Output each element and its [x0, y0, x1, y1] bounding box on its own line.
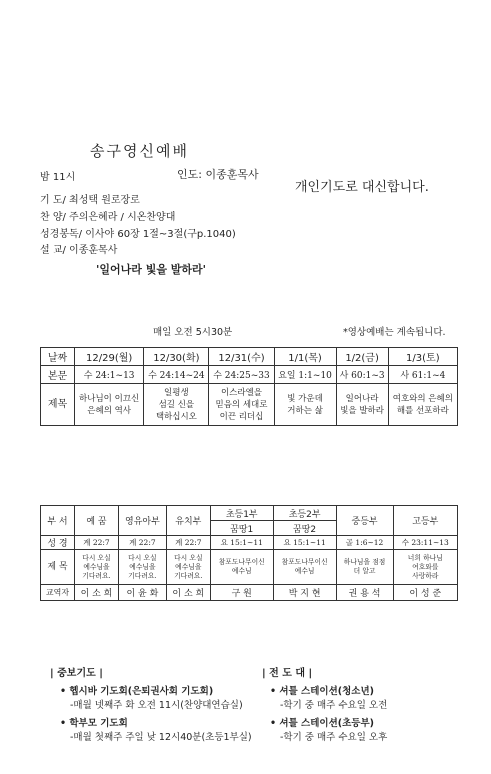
topic-cell: 하나님을 점점 더 알고 [336, 550, 393, 585]
date-cell: 1/2(금) [336, 348, 388, 366]
topic-row [41, 384, 458, 426]
dept-cell: 꿈땅1 [210, 521, 273, 536]
prayer-item-title: • 헵시바 기도회(은퇴권사회 기도회) [60, 686, 214, 697]
row-label: 제목 [41, 384, 75, 426]
row-label: 제 목 [41, 550, 75, 585]
date-cell: 12/31(수) [209, 348, 274, 366]
scripture-cell: 사 61:1~4 [388, 366, 457, 384]
topic-cell: 빛 가운데 거하는 삶 [274, 384, 336, 426]
scripture-cell: 요 15:1~11 [273, 536, 336, 550]
scripture-cell: 계 22:7 [166, 536, 210, 550]
row-label: 성 경 [41, 536, 75, 550]
pastor-cell: 이 소 희 [75, 585, 119, 601]
scripture-cell: 요 15:1~11 [210, 536, 273, 550]
prayer-item-detail: -매월 첫째주 주일 낮 12시40분(초등1부실) [70, 732, 252, 743]
topic-cell: 참포도나무이신 예수님 [210, 550, 273, 585]
pastor-cell: 이 윤 화 [118, 585, 166, 601]
pastor-cell: 박 지 현 [273, 585, 336, 601]
pastor-cell: 구 원 [210, 585, 273, 601]
group-cell: 초등1부 [210, 506, 273, 521]
row-label: 날짜 [41, 348, 75, 366]
topic-cell: 여호와의 은혜의 해를 선포하라 [388, 384, 457, 426]
scripture-row [41, 536, 458, 550]
row-label: 부 서 [41, 506, 75, 536]
dept-cell: 고등부 [393, 506, 457, 536]
evangelism-item-title: • 셔틀 스테이션(초등부) [270, 718, 374, 729]
order-item: 찬 양/ 주의은혜라 / 시온찬양대 [40, 212, 176, 223]
scripture-cell: 사 60:1~3 [336, 366, 388, 384]
notice: 개인기도로 대신합니다. [295, 180, 429, 195]
date-row [41, 348, 458, 366]
prayer-heading: | 중보기도 | [50, 668, 103, 679]
dept-cell: 영유아부 [118, 506, 166, 536]
evangelism-heading: | 전 도 대 | [262, 668, 313, 679]
pastor-cell: 이 소 희 [166, 585, 210, 601]
dept-cell: 꿈땅2 [273, 521, 336, 536]
scripture-cell: 요일 1:1~10 [274, 366, 336, 384]
scripture-cell: 계 22:7 [118, 536, 166, 550]
topic-cell: 다시 오실 예수님을 기다려요. [118, 550, 166, 585]
scripture-cell: 수 24:14~24 [144, 366, 209, 384]
order-item: 설 교/ 이종훈목사 [40, 245, 118, 256]
topic-cell: 너희 하나님 여호와를 사랑하라 [393, 550, 457, 585]
dawn-table [40, 347, 458, 426]
topic-cell: 일어나라 빛을 발하라 [336, 384, 388, 426]
order-item: 성경봉독/ 이사야 60장 1절~3절(구p.1040) [40, 229, 236, 240]
evangelism-item-detail: -학기 중 매주 수요일 오후 [280, 732, 388, 743]
scripture-cell: 수 24:25~33 [209, 366, 274, 384]
date-cell: 12/29(월) [75, 348, 144, 366]
scripture-cell: 골 1:6~12 [336, 536, 393, 550]
scripture-cell: 수 24:1~13 [75, 366, 144, 384]
topic-cell: 일평생 섬길 신을 택하십시오 [144, 384, 209, 426]
date-cell: 1/3(토) [388, 348, 457, 366]
school-table [40, 505, 458, 601]
scripture-row [41, 366, 458, 384]
topic-cell: 하나님이 이끄신 은혜의 역사 [75, 384, 144, 426]
dept-cell: 유치부 [166, 506, 210, 536]
date-cell: 1/1(목) [274, 348, 336, 366]
row-label: 본문 [41, 366, 75, 384]
prayer-item-title: • 학부모 기도회 [60, 718, 128, 729]
topic-row [41, 550, 458, 585]
leader: 인도: 이종훈목사 [177, 168, 259, 181]
scripture-cell: 수 23:11~13 [393, 536, 457, 550]
dept-cell: 예 꿈 [75, 506, 119, 536]
service-time: 밤 11시 [40, 172, 76, 183]
evangelism-item-detail: -학기 중 매주 수요일 오전 [280, 700, 388, 711]
page-title: 송구영신예배 [90, 142, 189, 160]
order-item: 기 도/ 최성택 원로장로 [40, 195, 140, 206]
dept-row [41, 506, 458, 521]
topic-cell: 다시 오실 예수님을 기다려요. [166, 550, 210, 585]
dept-cell: 중등부 [336, 506, 393, 536]
sermon-title: '일어나라 빛을 발하라' [96, 263, 207, 276]
group-cell: 초등2부 [273, 506, 336, 521]
pastor-cell: 이 성 준 [393, 585, 457, 601]
prayer-item-detail: -매월 넷째주 화 오전 11시(찬양대연습실) [70, 700, 243, 711]
pastor-row [41, 585, 458, 601]
dawn-note: *영상예배는 계속됩니다. [343, 327, 446, 338]
date-cell: 12/30(화) [144, 348, 209, 366]
topic-cell: 참포도나무이신 예수님 [273, 550, 336, 585]
row-label: 교역자 [41, 585, 75, 601]
topic-cell: 다시 오실 예수님을 기다려요. [75, 550, 119, 585]
scripture-cell: 계 22:7 [75, 536, 119, 550]
topic-cell: 이스라엘을 믿음의 세대로 이끈 리더십 [209, 384, 274, 426]
pastor-cell: 권 용 석 [336, 585, 393, 601]
evangelism-item-title: • 셔틀 스테이션(청소년) [270, 686, 374, 697]
dawn-time: 매일 오전 5시30분 [153, 327, 233, 338]
